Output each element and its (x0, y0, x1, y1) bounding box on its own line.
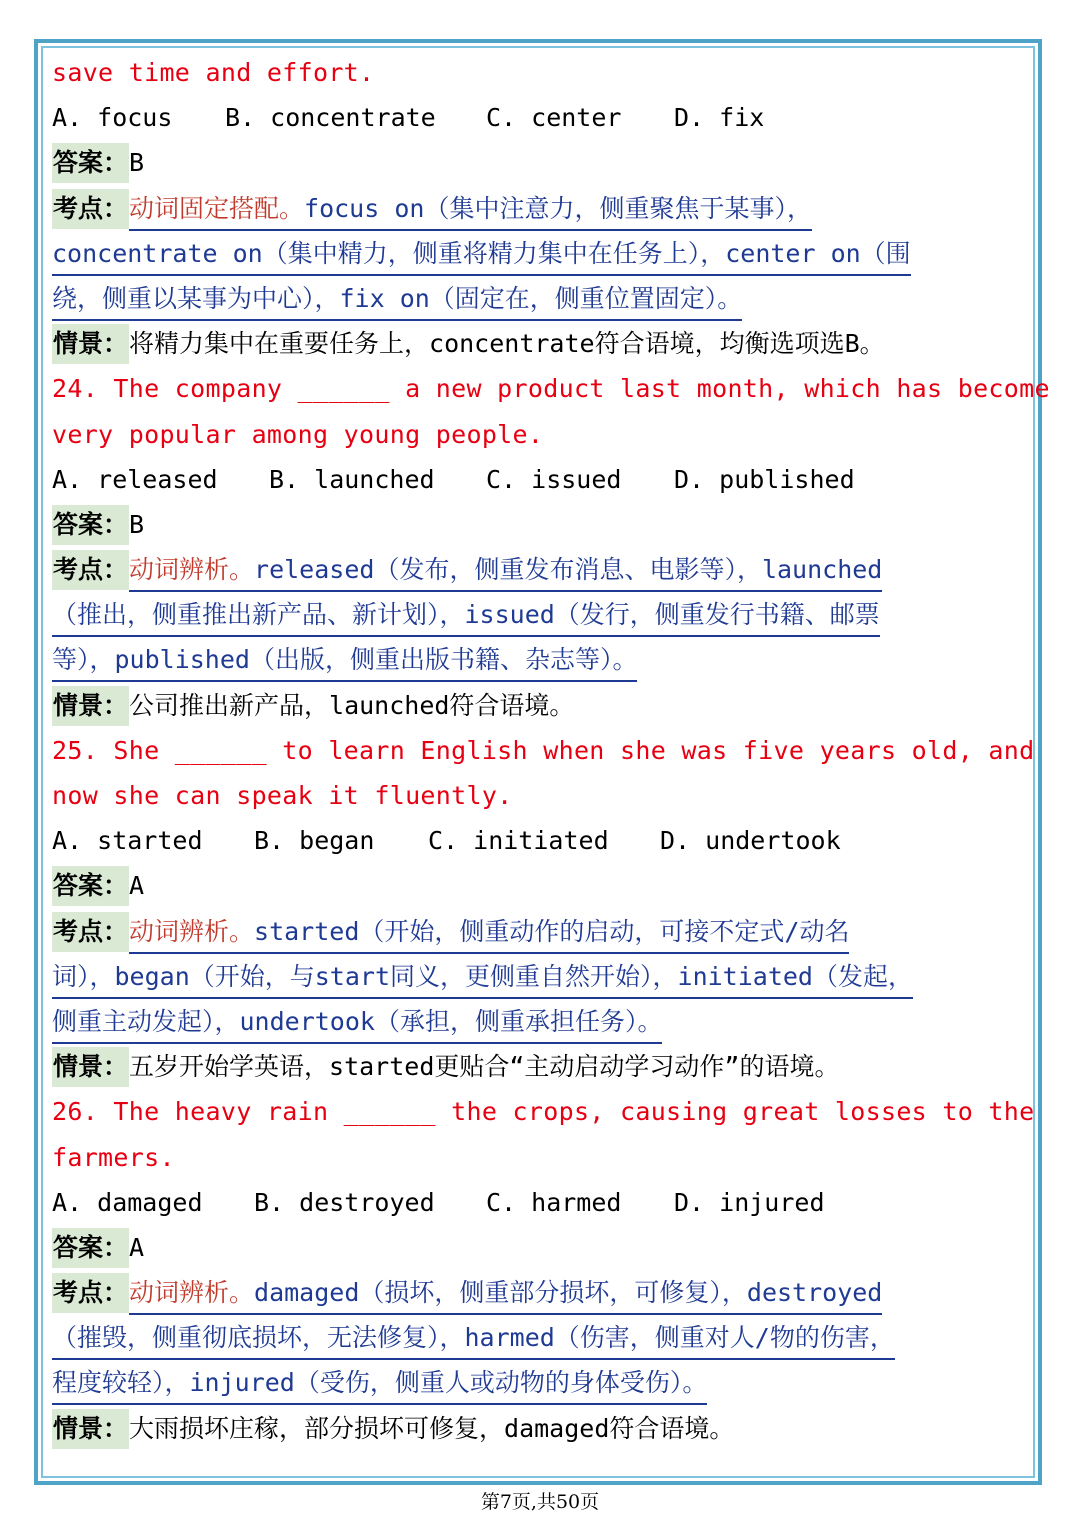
page-footer: 第7页,共50页 (480, 1491, 600, 1513)
question-26-stem-line-1: 26. The heavy rain ______ the crops, causing great losses to the (52, 1097, 1035, 1127)
answer-value: B (129, 509, 145, 539)
question-26-point-line-3 (52, 1360, 1027, 1405)
option-c: C. center (486, 103, 622, 133)
question-24-stem-line-1: 24. The company ______ a new product last month, which has become (52, 374, 1050, 404)
scene-text: 将精力集中在重要任务上，concentrate符合语境，均衡选项选B。 (129, 329, 885, 359)
point-text-3: 程度较轻），injured（受伤，侧重人或动物的身体受伤）。 (52, 1363, 707, 1405)
answer-value: B (129, 148, 145, 178)
question-26-scene (52, 1406, 1027, 1451)
answer-value: A (129, 1232, 145, 1262)
option-d: D. injured (674, 1187, 825, 1217)
scene-text: 大雨损坏庄稼，部分损坏可修复，damaged符合语境。 (129, 1413, 735, 1443)
question-25-scene (52, 1044, 1027, 1089)
option-d: D. published (674, 464, 855, 494)
point-text-2: concentrate on（集中精力，侧重将精力集中在任务上），center on（围 (52, 234, 911, 276)
scene-label: 情景： (52, 1409, 129, 1449)
point-text-3: 侧重主动发起），undertook（承担，侧重承担任务）。 (52, 1002, 662, 1044)
option-b: B. concentrate (225, 103, 436, 133)
scene-label: 情景： (52, 1047, 129, 1087)
option-a: A. focus (52, 103, 173, 133)
point-text-2: （摧毁，侧重彻底损坏，无法修复），harmed（伤害，侧重对人/物的伤害， (52, 1318, 895, 1360)
point-label: 考点： (52, 550, 129, 590)
answer-label: 答案： (52, 505, 129, 545)
question-26-stem-line-2: farmers. (52, 1142, 175, 1172)
point-lead: 动词辨析。 (129, 1278, 255, 1308)
answer-label: 答案： (52, 143, 129, 183)
point-lead: 动词辨析。 (129, 555, 255, 585)
point-text-3: 绕，侧重以某事为中心），fix on（固定在，侧重位置固定）。 (52, 279, 742, 321)
point-lead: 动词辨析。 (129, 916, 255, 946)
question-24-options (52, 457, 1027, 502)
point-label: 考点： (52, 189, 129, 229)
option-c: C. issued (486, 464, 622, 494)
question-25-point-line-3 (52, 999, 1027, 1044)
point-text-2: （推出，侧重推出新产品、新计划），issued（发行，侧重发行书籍、邮票 (52, 595, 880, 637)
question-25-answer (52, 863, 1027, 908)
point-text-3: 等），published（出版，侧重出版书籍、杂志等）。 (52, 640, 637, 682)
option-c: C. harmed (486, 1187, 622, 1217)
option-b: B. began (254, 826, 375, 856)
question-24-stem-line-2: very popular among young people. (52, 419, 544, 449)
question-23-options (52, 95, 1027, 140)
option-d: D. undertook (660, 826, 841, 856)
point-lead: 动词固定搭配。 (129, 193, 305, 223)
question-26-options (52, 1180, 1027, 1225)
question-26-point-line-2 (52, 1315, 1027, 1360)
question-26-answer (52, 1225, 1027, 1270)
answer-label: 答案： (52, 866, 129, 906)
scene-label: 情景： (52, 324, 129, 364)
answer-value: A (129, 871, 145, 901)
scene-label: 情景： (52, 686, 129, 726)
question-23-stem-tail: save time and effort. (52, 58, 375, 87)
point-text-1: focus on（集中注意力，侧重聚焦于某事）， (304, 193, 812, 223)
option-b: B. destroyed (254, 1187, 435, 1217)
question-24-point-line-3 (52, 637, 1027, 682)
option-a: A. damaged (52, 1187, 203, 1217)
question-24-point-line-1 (52, 547, 1027, 592)
option-b: B. launched (269, 464, 435, 494)
scene-text: 五岁开始学英语，started更贴合“主动启动学习动作”的语境。 (129, 1052, 840, 1082)
question-24-scene (52, 683, 1027, 728)
point-text-2: 词），began（开始，与start同义，更侧重自然开始），initiated（发起， (52, 957, 913, 999)
point-label: 考点： (52, 912, 129, 952)
point-text-1: released（发布，侧重发布消息、电影等），launched (254, 555, 883, 585)
option-d: D. fix (674, 103, 765, 133)
option-a: A. released (52, 464, 218, 494)
question-24-answer (52, 502, 1027, 547)
question-25-stem-line-1: 25. She ______ to learn English when she was five years old, and (52, 735, 1035, 765)
point-text-1: started（开始，侧重动作的启动，可接不定式/动名 (254, 916, 850, 946)
option-c: C. initiated (428, 826, 609, 856)
question-25-point-line-1 (52, 909, 1027, 954)
answer-label: 答案： (52, 1228, 129, 1268)
document-body (52, 50, 1050, 1451)
question-23-point-line-1 (52, 186, 1027, 231)
question-23-point-line-3 (52, 276, 1027, 321)
question-25-stem-line-2: now she can speak it fluently. (52, 781, 513, 810)
option-a: A. started (52, 826, 203, 856)
question-24-point-line-2 (52, 592, 1027, 637)
scene-text: 公司推出新产品，launched符合语境。 (129, 690, 575, 720)
point-text-1: damaged（损坏，侧重部分损坏，可修复），destroyed (254, 1278, 883, 1308)
question-25-point-line-2 (52, 954, 1027, 999)
question-26-point-line-1 (52, 1270, 1027, 1315)
question-23-answer (52, 140, 1027, 185)
point-label: 考点： (52, 1273, 129, 1313)
question-25-options (52, 818, 1027, 863)
question-23-point-line-2 (52, 231, 1027, 276)
question-23-scene (52, 321, 1027, 366)
